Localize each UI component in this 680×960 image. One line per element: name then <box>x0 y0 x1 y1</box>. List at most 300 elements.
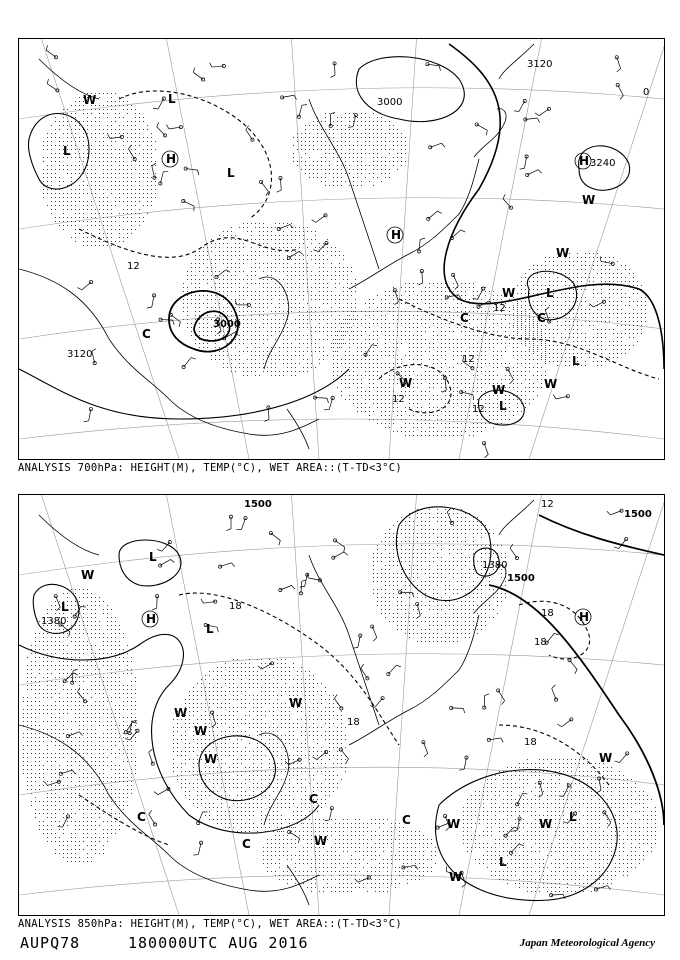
wind-barb <box>169 127 181 129</box>
wet-area <box>293 113 406 186</box>
wind-barb-flag <box>193 68 194 73</box>
wind-barb-flag <box>57 827 62 828</box>
longitude-line <box>42 39 180 459</box>
wind-barb <box>619 753 627 762</box>
wind-barb-flag <box>590 304 594 307</box>
contour-label: 12 <box>462 354 475 365</box>
wind-barb-flag <box>46 45 47 50</box>
wind-barb-flag <box>84 421 89 422</box>
wind-barb <box>508 369 514 380</box>
station-circle <box>218 565 221 568</box>
wind-barb-flag <box>72 770 75 774</box>
wind-barb <box>601 261 613 263</box>
system-marker: L <box>572 354 580 368</box>
system-marker: W <box>449 870 463 884</box>
analysis-time: 180000UTC AUG 2016 <box>128 934 309 952</box>
wind-barb <box>329 398 332 409</box>
wind-barb <box>89 409 91 421</box>
wind-barb <box>220 563 231 567</box>
wind-barb-flag <box>179 322 180 327</box>
wind-barb-flag <box>514 111 519 112</box>
system-marker: W <box>502 286 516 300</box>
contour-label: 18 <box>347 717 360 728</box>
coastline-hokkaido <box>474 109 506 157</box>
contour-label: 18 <box>534 637 547 648</box>
wet-area <box>333 283 546 436</box>
wind-barb <box>375 698 383 707</box>
wind-barb <box>524 156 526 168</box>
wind-barb <box>183 201 194 206</box>
contour-label: 1500 <box>507 573 535 584</box>
wind-barb-flag <box>149 810 152 814</box>
wind-barb-flag <box>597 790 601 793</box>
wind-barb-flag <box>212 724 216 727</box>
wind-barb-flag <box>607 511 610 515</box>
wind-barb <box>430 143 441 147</box>
wind-barb-flag <box>439 66 440 71</box>
contour-label: 1500 <box>624 509 652 520</box>
wind-barb-flag <box>312 757 316 760</box>
wind-barb-flag <box>153 108 158 109</box>
system-marker: H <box>579 610 590 624</box>
wind-barb <box>61 770 72 774</box>
contour-3000-north <box>356 57 464 122</box>
wind-barb-flag <box>620 96 623 100</box>
wind-barb <box>203 602 215 604</box>
wind-barb <box>478 289 484 300</box>
wind-barb-flag <box>235 300 237 305</box>
wind-barb-flag <box>614 547 619 548</box>
latitude-line <box>19 419 664 439</box>
system-marker: L <box>61 600 69 614</box>
contour-label: 3000 <box>213 319 241 330</box>
wind-barb <box>335 540 345 547</box>
wind-barb-flag <box>157 122 159 127</box>
wind-barb <box>262 663 273 669</box>
wet-area <box>463 759 656 892</box>
system-marker: C <box>309 792 318 806</box>
latitude-line <box>19 311 664 339</box>
wind-barb-flag <box>298 838 299 843</box>
system-marker: L <box>63 144 71 158</box>
wind-barb-flag <box>510 544 513 548</box>
wind-barb-flag <box>538 170 542 173</box>
wind-barb-flag <box>557 724 561 727</box>
wind-barb <box>489 738 501 740</box>
wind-barb-flag <box>420 238 425 239</box>
wind-barb <box>316 215 326 222</box>
station-circle <box>54 594 57 597</box>
contour-dashed-a <box>179 593 399 745</box>
wind-barb <box>157 127 165 136</box>
wind-barb-flag <box>57 607 61 610</box>
caption-850hpa: ANALYSIS 850hPa: HEIGHT(M), TEMP(°C), WET AREA::(T-TD<3°C) <box>18 918 403 930</box>
wind-barb-flag <box>334 694 337 698</box>
wind-barb <box>289 832 299 838</box>
wind-barb-flag <box>166 125 169 129</box>
wind-barb-flag <box>217 627 218 632</box>
caption-700hpa: ANALYSIS 700hPa: HEIGHT(M), TEMP(°C), WET AREA::(T-TD<3°C) <box>18 462 403 474</box>
wind-barb <box>477 124 488 130</box>
wind-barb-flag <box>552 685 556 688</box>
wind-barb-flag <box>279 540 280 545</box>
system-marker: W <box>314 834 328 848</box>
wind-barb-flag <box>157 550 162 552</box>
wind-barb <box>329 808 331 820</box>
contour-label: 12 <box>392 394 405 405</box>
system-marker: W <box>544 377 558 391</box>
wind-barb <box>47 84 57 91</box>
wind-barb <box>593 302 604 307</box>
wind-barb <box>65 673 74 681</box>
wind-barb-flag <box>330 75 335 77</box>
system-marker: C <box>242 837 251 851</box>
wind-barb <box>604 812 611 822</box>
wind-barb-flag <box>503 194 505 198</box>
wind-barb-flag <box>302 105 307 106</box>
wind-barb <box>198 843 201 855</box>
wind-barb-flag <box>92 349 96 352</box>
contour-3120-east <box>444 44 664 369</box>
wind-barb <box>149 814 155 824</box>
wind-barb-flag <box>535 113 539 116</box>
wind-barb-flag <box>147 307 152 308</box>
system-marker: C <box>402 813 411 827</box>
system-marker: W <box>83 93 97 107</box>
system-marker: L <box>499 399 507 413</box>
wind-barb <box>160 559 170 565</box>
contour-1500-northeast <box>539 515 664 555</box>
wind-barb-flag <box>226 529 231 531</box>
wind-barb-flag <box>487 130 488 135</box>
system-marker: L <box>149 550 157 564</box>
system-marker: W <box>174 706 188 720</box>
wind-barb-flag <box>77 288 81 290</box>
wind-barb-flag <box>353 647 358 648</box>
contour-label: 18 <box>229 601 242 612</box>
wind-barb <box>279 225 290 229</box>
system-marker: W <box>81 568 95 582</box>
contour-label: 3120 <box>67 349 93 360</box>
station-circle <box>66 735 69 738</box>
coastline-japan <box>349 615 479 745</box>
agency-name: Japan Meteorological Agency <box>519 937 655 949</box>
wind-barb <box>317 752 326 760</box>
wind-barb <box>564 785 569 796</box>
wind-barb <box>388 665 396 674</box>
latitude-line <box>19 198 664 229</box>
contour-label: 18 <box>524 737 537 748</box>
wind-barb <box>158 98 164 109</box>
system-marker: L <box>206 622 214 636</box>
contour-low-west <box>28 114 89 189</box>
wind-barb <box>193 72 203 79</box>
wind-barb <box>158 789 168 795</box>
wind-barb <box>289 760 300 765</box>
contour-label: 1500 <box>244 499 272 510</box>
wind-barb-flag <box>437 211 441 213</box>
contour-label: 12 <box>493 303 506 314</box>
wind-barb-flag <box>313 250 318 252</box>
longitude-line <box>529 39 664 459</box>
system-marker: H <box>391 228 402 242</box>
wind-barb <box>299 105 302 117</box>
wind-barb <box>464 758 466 770</box>
system-marker: W <box>289 696 303 710</box>
wind-barb-flag <box>473 395 474 400</box>
wind-barb <box>527 170 538 175</box>
wind-barb <box>366 345 373 355</box>
wind-barb-flag <box>291 585 294 589</box>
contour-label: 12 <box>541 499 554 510</box>
wind-barb <box>149 752 153 763</box>
contour-label: 3000 <box>377 97 403 108</box>
wind-barb <box>358 636 360 648</box>
wind-barb-flag <box>346 759 348 763</box>
wind-barb-flag <box>459 769 464 770</box>
wind-barb-flag <box>355 879 359 883</box>
contour-label: 3120 <box>527 59 553 70</box>
wind-barb-flag <box>344 552 348 555</box>
station-circle <box>371 625 374 628</box>
wind-barb <box>556 396 568 399</box>
contour-dashed-a <box>119 91 272 219</box>
longitude-line <box>42 495 180 915</box>
wind-barb <box>241 518 245 529</box>
wind-barb-flag <box>128 145 131 149</box>
wind-barb <box>334 699 341 709</box>
wind-barb-flag <box>312 220 316 223</box>
wind-barb-flag <box>373 638 377 641</box>
system-marker: C <box>142 327 151 341</box>
wind-barb <box>540 783 543 795</box>
wind-barb <box>261 182 268 191</box>
wind-barb-flag <box>79 732 82 736</box>
station-circle <box>197 821 200 824</box>
wind-barb <box>186 169 198 171</box>
wind-barb <box>403 865 415 867</box>
wind-barb-flag <box>299 251 303 254</box>
wind-barb-flag <box>231 563 234 567</box>
wind-barb-flag <box>149 749 153 752</box>
station-circle <box>436 826 439 829</box>
wind-barb-flag <box>44 782 47 786</box>
wind-barb-flag <box>442 143 445 147</box>
wind-barb-flag <box>372 345 377 346</box>
wind-barb-flag <box>201 599 203 603</box>
chart-850hpa <box>18 494 665 916</box>
map-700hpa <box>19 39 664 459</box>
wind-barb <box>453 275 458 286</box>
wind-barb-flag <box>510 380 513 384</box>
wind-barb <box>126 722 132 732</box>
wind-barb-flag <box>210 63 212 67</box>
wind-barb <box>216 270 225 277</box>
wind-barb-flag <box>132 720 137 721</box>
wet-area <box>23 589 136 862</box>
wind-barb-flag <box>300 586 305 587</box>
wind-barb <box>82 282 91 290</box>
wind-barb-flag <box>461 230 465 232</box>
wind-barb-flag <box>171 559 175 562</box>
wind-barb-flag <box>226 270 230 273</box>
wind-barb <box>547 633 555 642</box>
wind-barb <box>46 50 56 57</box>
wind-barb <box>510 548 517 558</box>
contour-label: 1380 <box>482 560 508 571</box>
system-marker: H <box>579 154 590 168</box>
contour-label: 18 <box>541 608 554 619</box>
wind-barb-flag <box>608 822 611 826</box>
latitude-line <box>19 544 664 575</box>
wind-barb-flag <box>502 701 505 705</box>
wind-barb-flag <box>545 307 549 310</box>
station-circle <box>244 516 247 519</box>
wind-barb-flag <box>537 118 539 122</box>
wind-barb-flag <box>447 508 451 511</box>
station-circle <box>452 273 455 276</box>
contour-label: 12 <box>127 261 140 272</box>
wind-barb <box>562 719 571 726</box>
wind-barb <box>353 115 356 127</box>
contour-label: 0 <box>643 87 650 98</box>
wind-barb <box>372 627 377 638</box>
station-circle <box>422 741 425 744</box>
wind-barb-flag <box>132 722 137 723</box>
station-circle <box>516 803 519 806</box>
wind-barb <box>618 85 624 96</box>
station-plots <box>44 508 629 898</box>
wind-barb <box>160 172 163 184</box>
wind-barb <box>289 251 299 257</box>
wet-area <box>183 223 356 376</box>
wind-barb <box>599 778 601 790</box>
wind-barb-flag <box>152 608 157 610</box>
station-circle <box>73 615 76 618</box>
wind-barb <box>539 109 549 116</box>
longitude-line <box>167 495 250 915</box>
wind-barb-flag <box>325 820 330 821</box>
wind-barb-flag <box>485 454 489 457</box>
wind-barb-flag <box>520 168 525 169</box>
map-850hpa <box>19 495 664 915</box>
wind-barb-flag <box>519 844 524 846</box>
wind-barb <box>428 211 437 219</box>
wind-barb-flag <box>344 547 345 552</box>
system-marker: W <box>194 724 208 738</box>
coastline-sakhalin <box>499 500 534 535</box>
wind-barb <box>152 295 154 307</box>
wind-barb <box>246 130 253 140</box>
contour-label: 1380 <box>41 616 67 627</box>
wind-barb-flag <box>125 738 130 740</box>
wind-barb-flag <box>331 112 336 114</box>
system-marker: W <box>399 376 413 390</box>
wind-barb-flag <box>600 256 601 261</box>
system-marker: W <box>492 383 506 397</box>
wind-barb-flag <box>198 170 199 175</box>
contour-low-south <box>199 736 275 801</box>
chart-700hpa <box>18 38 665 460</box>
wind-barb-flag <box>615 761 620 763</box>
wind-barb <box>552 688 556 699</box>
wind-barb <box>570 660 578 669</box>
wind-barb <box>271 533 280 540</box>
wind-barb <box>484 443 488 454</box>
wind-barb <box>341 750 349 759</box>
wind-barb <box>47 782 58 786</box>
system-marker: H <box>166 152 177 166</box>
wind-barb <box>423 742 427 753</box>
wind-barb <box>333 552 344 558</box>
coastline-north <box>39 515 99 555</box>
wind-barb <box>152 166 155 178</box>
system-marker: L <box>168 92 176 106</box>
wet-area <box>173 659 346 832</box>
system-marker: C <box>137 810 146 824</box>
system-marker: L <box>227 166 235 180</box>
wind-barb-flag <box>191 358 196 359</box>
wind-barb <box>610 511 621 515</box>
wind-barb-flag <box>424 753 428 756</box>
system-marker: W <box>204 752 218 766</box>
wind-barb-flag <box>47 79 48 84</box>
contour-label: 12 <box>472 404 485 415</box>
coastline-japan <box>349 159 479 289</box>
wind-barb <box>282 95 294 97</box>
system-marker: W <box>582 193 596 207</box>
wind-barb-flag <box>575 669 577 673</box>
contour-dashed-d <box>79 795 169 845</box>
system-marker: W <box>447 817 461 831</box>
wind-barb <box>280 585 291 590</box>
latitude-line <box>19 88 664 119</box>
wind-barb-flag <box>277 190 282 192</box>
system-marker: C <box>460 311 469 325</box>
system-marker: C <box>537 311 546 325</box>
wind-barb-flag <box>512 830 517 831</box>
wind-barb-flag <box>327 398 329 403</box>
wind-barb <box>184 358 191 367</box>
wind-barb <box>212 713 216 724</box>
wind-barb-flag <box>563 822 568 823</box>
wind-barb <box>308 578 320 580</box>
system-marker: W <box>539 817 553 831</box>
wind-barb-flag <box>69 632 70 637</box>
wind-barb-flag <box>193 854 198 855</box>
wind-barb-flag <box>154 792 158 795</box>
wind-barb-flag <box>348 127 353 128</box>
bulletin-code: AUPQ78 <box>20 934 81 952</box>
wind-barb-flag <box>617 69 621 72</box>
wind-barb <box>617 57 621 68</box>
wind-barb-flag <box>553 395 556 399</box>
wind-barb <box>68 732 79 736</box>
wind-barb-flag <box>416 616 420 619</box>
system-marker: L <box>569 810 577 824</box>
wind-barb-flag <box>485 694 490 696</box>
system-marker: H <box>146 612 157 626</box>
system-marker: L <box>499 855 507 869</box>
wind-barb-flag <box>501 738 504 742</box>
station-circle <box>332 556 335 559</box>
coastline-mainland <box>19 269 319 435</box>
wind-barb <box>461 392 473 395</box>
system-marker: W <box>556 246 570 260</box>
wind-barb-flag <box>361 664 364 668</box>
wind-barb <box>198 812 202 823</box>
station-circle <box>620 509 623 512</box>
